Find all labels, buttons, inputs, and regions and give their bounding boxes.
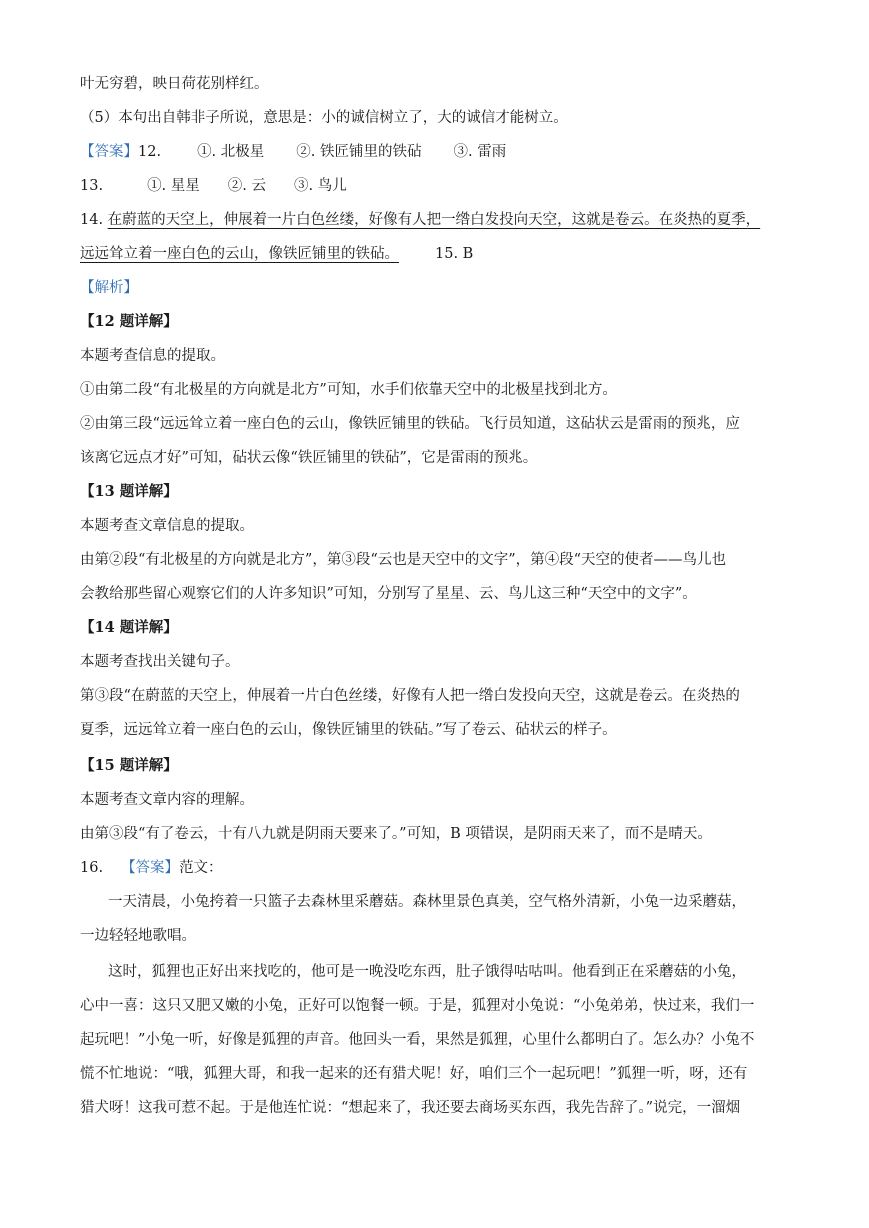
explanation-5: （5）本句出自韩非子所说，意思是：小的诚信树立了，大的诚信才能树立。 [80, 110, 568, 126]
essay-p2-line-5: 猎犬呀！这我可惹不起。于是他连忙说：“想起来了，我还要去商场买东西，我先告辞了。”说完，一溜烟 [80, 1100, 741, 1116]
answer-14-number: 14. [80, 212, 104, 228]
essay-p2-line-4: 慌不忙地说：“哦，狐狸大哥，和我一起来的还有猎犬呢！好，咱们三个一起玩吧！”狐狸一听，呀，还有 [80, 1066, 748, 1082]
p12-line-1: 本题考查信息的提取。 [80, 348, 225, 364]
answer-13-number: 13. [80, 178, 104, 194]
p14-line-2: 第③段“在蔚蓝的天空上，伸展着一片白色丝缕，好像有人把一绺白发投向天空，这就是卷云。在炎热的 [80, 688, 740, 704]
essay-p1-line-2: 一边轻轻地歌唱。 [80, 928, 196, 944]
answer-12-a: ①. 北极星 [197, 144, 265, 160]
answer-12-number: 12. [138, 144, 162, 160]
answer-12-b: ②. 铁匠铺里的铁砧 [296, 144, 422, 160]
essay-p2-line-2: 心中一喜：这只又肥又嫩的小兔，正好可以饱餐一顿。于是，狐狸对小兔说：“小兔弟弟，快过来，我们一 [80, 998, 755, 1014]
heading-15-detail: 【15 题详解】 [80, 757, 178, 774]
p15-line-2: 由第③段“有了卷云，十有八九就是阴雨天要来了。”可知，B 项错误，是阴雨天来了，而不是晴天。 [80, 826, 712, 842]
p14-line-1: 本题考查找出关键句子。 [80, 654, 240, 670]
answer-14-text-1: 在蔚蓝的天空上，伸展着一片白色丝缕，好像有人把一绺白发投向天空，这就是卷云。在炎热的夏季， [107, 212, 761, 228]
answer-13-c: ③. 鸟儿 [294, 178, 347, 194]
p13-line-2: 由第②段“有北极星的方向就是北方”，第③段“云也是天空中的文字”，第④段“天空的使者——鸟儿也 [80, 552, 727, 568]
essay-p1-line-1: 一天清晨，小兔挎着一只篮子去森林里采蘑菇。森林里景色真美，空气格外清新，小兔一边采蘑菇， [108, 894, 746, 910]
question-16-answer [80, 858, 795, 878]
q16-label: 范文： [179, 860, 223, 876]
heading-12-detail: 【12 题详解】 [80, 313, 178, 330]
q16-answer-tag: 【答案】 [121, 860, 180, 876]
p13-line-3: 会教给那些留心观察它们的人许多知识”可知，分别写了星星、云、鸟儿这三种“天空中的文字”。 [80, 586, 697, 602]
answer-13-b: ②. 云 [227, 178, 266, 194]
analysis-tag: 【解析】 [80, 280, 138, 296]
answer-line-14b [80, 244, 795, 264]
essay-p2-line-3: 起玩吧！”小兔一听，好像是狐狸的声音。他回头一看，果然是狐狸，心里什么都明白了。怎么办？小兔不 [80, 1032, 755, 1048]
answer-line-13 [80, 176, 795, 196]
p14-line-3: 夏季，远远耸立着一座白色的云山，像铁匠铺里的铁砧。”写了卷云、砧状云的样子。 [80, 722, 617, 738]
heading-13-detail: 【13 题详解】 [80, 483, 178, 500]
p12-line-3: ②由第三段“远远耸立着一座白色的云山，像铁匠铺里的铁砧。飞行员知道，这砧状云是雷雨的预兆，应 [80, 416, 740, 432]
p13-line-1: 本题考查文章信息的提取。 [80, 518, 254, 534]
answer-14-text-2: 远远耸立着一座白色的云山，像铁匠铺里的铁砧。 [80, 246, 399, 262]
answer-line-12 [80, 142, 795, 162]
p15-line-1: 本题考查文章内容的理解。 [80, 792, 254, 808]
p12-line-2: ①由第二段“有北极星的方向就是北方”可知，水手们依靠天空中的北极星找到北方。 [80, 382, 617, 398]
p12-line-4: 该离它远点才好”可知，砧状云像“铁匠铺里的铁砧”，它是雷雨的预兆。 [80, 450, 538, 466]
answer-line-14a [80, 210, 795, 230]
q16-number: 16. [80, 860, 104, 876]
heading-14-detail: 【14 题详解】 [80, 619, 178, 636]
answer-tag: 【答案】 [80, 144, 138, 160]
poem-line-end: 叶无穷碧，映日荷花别样红。 [80, 76, 269, 92]
answer-13-a: ①. 星星 [147, 178, 200, 194]
answer-15: 15. B [435, 246, 474, 262]
answer-12-c: ③. 雷雨 [453, 144, 507, 160]
essay-p2-line-1: 这时，狐狸也正好出来找吃的，他可是一晚没吃东西，肚子饿得咕咕叫。他看到正在采蘑菇的小兔， [108, 964, 746, 980]
